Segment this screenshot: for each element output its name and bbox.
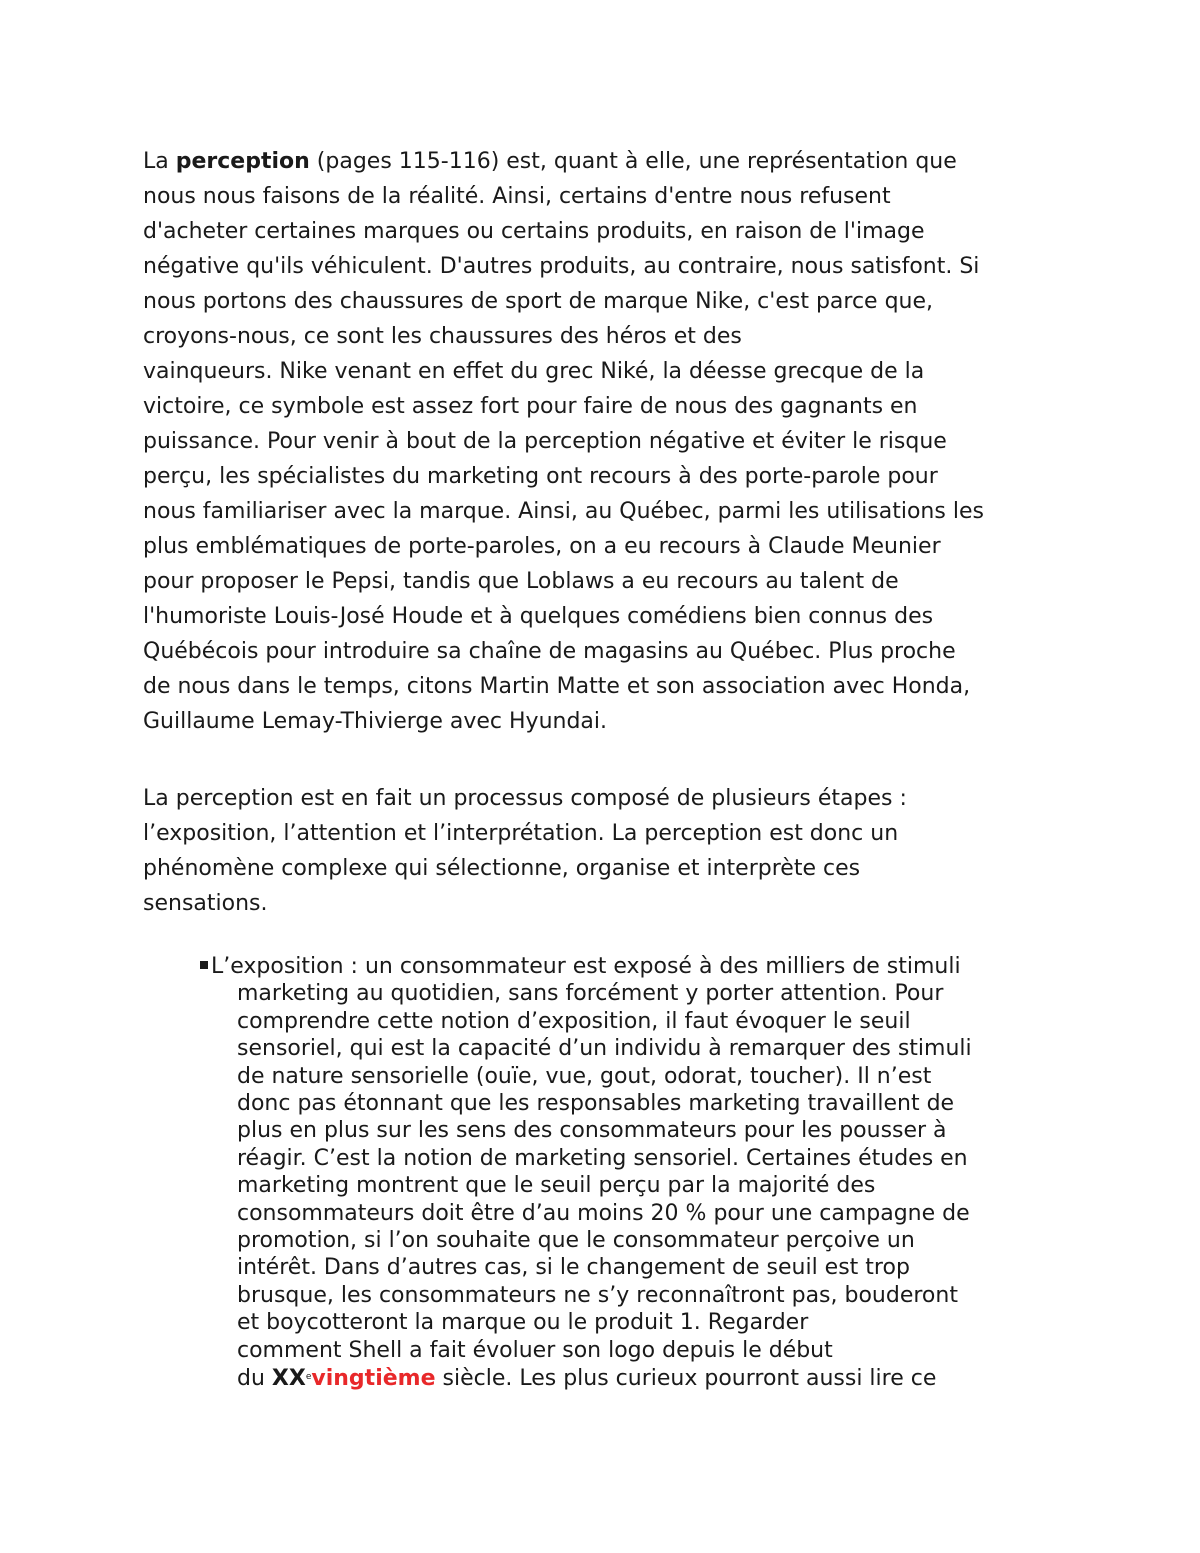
text-line: comment Shell a fait évoluer son logo depuis le début [237,1337,833,1363]
text-line: nous portons des chaussures de sport de marque Nike, c'est parce que, [143,289,934,314]
text-line: phénomène complexe qui sélectionne, organise et interprète ces [143,856,861,881]
text-line: croyons-nous, ce sont les chaussures des héros et des [143,324,742,349]
text-line: de nature sensorielle (ouïe, vue, gout, odorat, toucher). Il n’est [237,1063,932,1089]
bold-term: perception [175,149,310,174]
text-line: vainqueurs. Nike venant en effet du grec Niké, la déesse grecque de la [143,359,925,384]
text-line: perçu, les spécialistes du marketing ont recours à des porte-parole pour [143,464,938,489]
text-line: négative qu'ils véhiculent. D'autres produits, au contraire, nous satisfont. Si [143,254,980,279]
text-line: brusque, les consommateurs ne s’y reconnaîtront pas, bouderont [237,1282,958,1308]
text-line: plus emblématiques de porte-paroles, on a eu recours à Claude Meunier [143,534,941,559]
text-line: d'acheter certaines marques ou certains produits, en raison de l'image [143,219,925,244]
century-numeral: XX [271,1366,306,1392]
bullet-square-icon [200,961,208,969]
text-line: puissance. Pour venir à bout de la perception négative et éviter le risque [143,429,947,454]
text-line: marketing montrent que le seuil perçu par la majorité des [237,1173,876,1199]
text-line: sensations. [143,891,268,916]
highlighted-word: vingtième [311,1366,436,1392]
text-line: l’exposition, l’attention et l’interprétation. La perception est donc un [143,821,899,846]
text-line: sensoriel, qui est la capacité d’un individu à remarquer des stimuli [237,1036,972,1062]
text-line: L’exposition : un consommateur est exposé à des milliers de stimuli [200,953,1100,980]
text-line: nous nous faisons de la réalité. Ainsi, certains d'entre nous refusent [143,184,891,209]
paragraph-perception [143,144,1073,739]
text-line: marketing au quotidien, sans forcément y porter attention. Pour [237,981,944,1007]
text-line: donc pas étonnant que les responsables marketing travaillent de [237,1091,955,1117]
text-line: plus en plus sur les sens des consommateurs pour les pousser à [237,1118,947,1144]
text-line: consommateurs doit être d’au moins 20 % pour une campagne de [237,1200,970,1226]
text-line: et boycotteront la marque ou le produit 1. Regarder [237,1310,809,1336]
paragraph-perception-process [143,781,1073,921]
text-line: pour proposer le Pepsi, tandis que Loblaws a eu recours au talent de [143,569,899,594]
bullet-item-exposition [200,953,1100,1393]
text-line: La perception (pages 115-116) est, quant à elle, une représentation que [143,149,957,174]
text-line: victoire, ce symbole est assez fort pour faire de nous des gagnants en [143,394,918,419]
text-line: Guillaume Lemay-Thivierge avec Hyundai. [143,709,608,734]
text-line: intérêt. Dans d’autres cas, si le changement de seuil est trop [237,1255,910,1281]
text-line: promotion, si l’on souhaite que le consommateur perçoive un [237,1228,915,1254]
text-line: La perception est en fait un processus composé de plusieurs étapes : [143,786,907,811]
text-line: l'humoriste Louis-José Houde et à quelques comédiens bien connus des [143,604,934,629]
superscript: e [305,1372,312,1383]
text-line: réagir. C’est la notion de marketing sensoriel. Certaines études en [237,1145,968,1171]
text-line: du XXevingtième siècle. Les plus curieux pourront aussi lire ce [237,1366,937,1392]
text-line: de nous dans le temps, citons Martin Matte et son association avec Honda, [143,674,971,699]
text-line: comprendre cette notion d’exposition, il faut évoquer le seuil [237,1008,911,1034]
text-line: nous familiariser avec la marque. Ainsi, au Québec, parmi les utilisations les [143,499,984,524]
text-line: Québécois pour introduire sa chaîne de magasins au Québec. Plus proche [143,639,956,664]
